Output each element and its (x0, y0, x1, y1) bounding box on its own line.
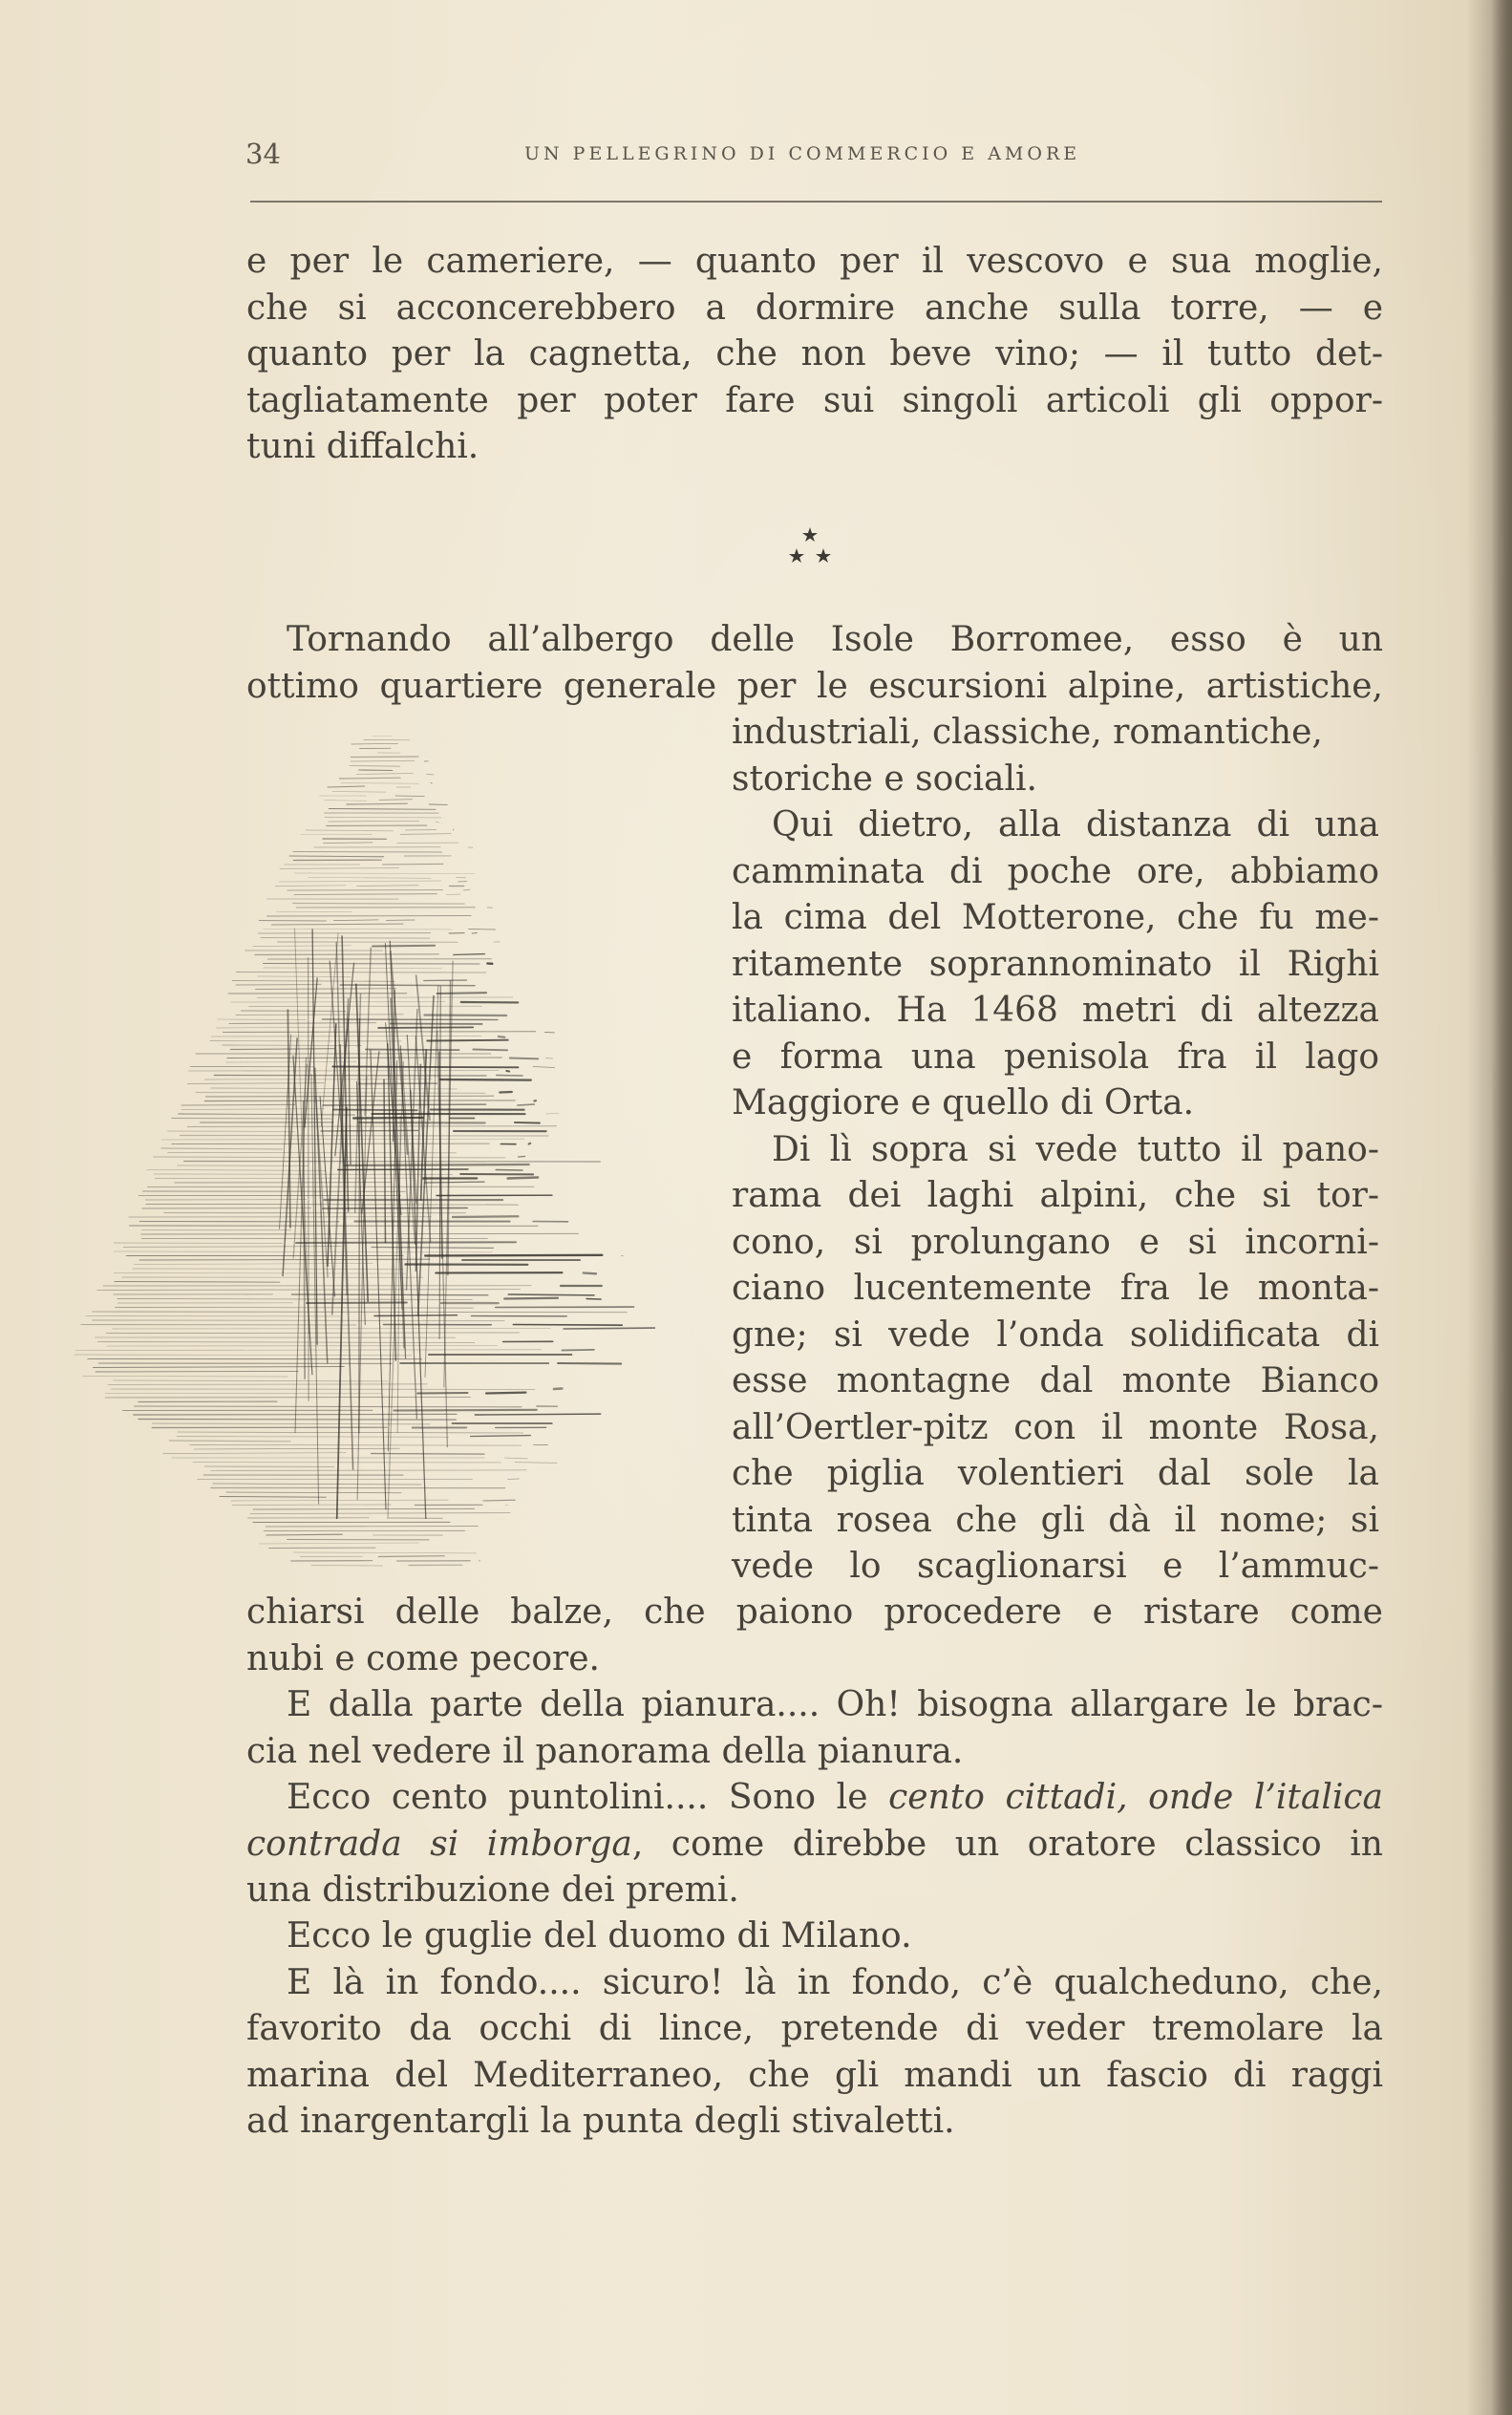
engraving-stroke (372, 1248, 493, 1249)
engraving-stroke (190, 1445, 522, 1446)
asterism-separator (781, 524, 839, 571)
engraving-stroke (427, 1040, 507, 1041)
engraving-stroke (134, 1414, 457, 1415)
text-line: nubi e come pecore. (246, 1638, 600, 1678)
text-line: rama dei laghi alpini, che si tor- (732, 1176, 1379, 1215)
text-line: favorito da occhi di lince, pretende di veder tremolare la (246, 2009, 1383, 2048)
engraving-stroke (226, 1492, 401, 1493)
engraving-stroke (306, 830, 394, 831)
engraving-stroke (258, 976, 351, 977)
text-line: Maggiore e quello di Orta. (732, 1083, 1195, 1122)
text-line: E dalla parte della pianura.... Oh! bisogna allargare le brac- (287, 1685, 1383, 1724)
engraving-stroke (533, 1067, 555, 1068)
engraving-stroke (340, 985, 475, 986)
engraving-stroke (406, 830, 437, 831)
engraving-stroke (163, 1453, 346, 1454)
engraving-stroke (383, 864, 443, 865)
engraving-stroke (188, 1083, 325, 1084)
engraving-stroke (437, 993, 486, 994)
engraving-stroke (94, 1367, 345, 1368)
text-line: Di lì sopra si vede tutto il pano- (772, 1129, 1379, 1169)
engraving-stroke (230, 1049, 334, 1050)
italic-quote: cento cittadi, onde l’italica (888, 1778, 1383, 1817)
text-line: vede lo scaglionarsi e l’ammuc- (732, 1547, 1379, 1586)
engraving-stroke (287, 890, 443, 891)
engraving-stroke (220, 1497, 326, 1498)
engraving-stroke (115, 1243, 283, 1244)
engraving-stroke (418, 995, 434, 1315)
narrow-text-column (732, 710, 1379, 1591)
engraving-stroke (458, 882, 467, 883)
text-line: Ecco le guglie del duomo di Milano. (287, 1916, 912, 1956)
engraving-stroke (311, 1566, 383, 1567)
header-rule (250, 201, 1382, 203)
engraving-stroke (417, 1393, 467, 1394)
engraving-figure (280, 929, 454, 1519)
engraving-stroke (293, 1552, 477, 1553)
text-line: Qui dietro, alla distanza di una (772, 805, 1379, 844)
engraving-stroke (289, 856, 383, 857)
text-line: quanto per la cagnetta, che non beve vino; — il tutto det- (246, 334, 1383, 374)
engraving-stroke (453, 1216, 518, 1217)
engraving-stroke (75, 1355, 412, 1356)
text-line: italiano. Ha 1468 metri di altezza (732, 991, 1379, 1030)
engraving-stroke (266, 1534, 343, 1535)
engraving-stroke (373, 946, 435, 947)
engraving-stroke (339, 778, 400, 779)
engraving-stroke (108, 1384, 427, 1385)
engraving-stroke (114, 1380, 389, 1381)
engraving-stroke (515, 1463, 557, 1464)
engraving-stroke (204, 1466, 333, 1467)
engraving-stroke (519, 1156, 525, 1157)
engraving-stroke (440, 1079, 531, 1080)
text-line: all’Oertler-pitz con il monte Rosa, (732, 1407, 1379, 1447)
engraving-stroke (134, 1264, 373, 1265)
paragraph-1 (246, 239, 1383, 471)
engraving-stroke (351, 743, 398, 744)
engraving-stroke (424, 1015, 506, 1016)
engraving-stroke (586, 1299, 601, 1300)
engraving-stroke (546, 1113, 559, 1114)
engraving-stroke (349, 1018, 351, 1165)
engraving-stroke (152, 1423, 430, 1424)
engraving-stroke (564, 1328, 654, 1329)
text-line: tagliatamente per poter fare sui singoli articoli gli oppor- (246, 380, 1383, 420)
engraving-stroke (415, 1064, 420, 1272)
engraving-stroke (328, 786, 365, 787)
engraving-stroke (116, 1308, 474, 1309)
engraving-stroke (161, 1148, 283, 1149)
engraving-stroke (179, 1114, 355, 1115)
engraving-stroke (181, 1109, 324, 1110)
engraving-stroke (294, 894, 437, 895)
engraving-stroke (356, 774, 413, 775)
text-line: la cima del Motterone, che fu me- (732, 898, 1379, 937)
text-line: esse montagne dal monte Bianco (732, 1361, 1379, 1400)
text-line: ritamente soprannominato il Righi (732, 944, 1379, 984)
text-line: e forma una penisola fra il lago (732, 1037, 1379, 1077)
engraving-stroke (309, 878, 431, 879)
engraving-stroke (259, 921, 326, 922)
engraving-stroke (139, 1259, 430, 1260)
text-line: Tornando all’albergo delle Isole Borromee, esso è un (287, 620, 1383, 659)
engraving-stroke (266, 1527, 478, 1528)
engraving-stroke (294, 873, 474, 874)
engraving-stroke (350, 766, 400, 767)
engraving-stroke (279, 881, 441, 882)
engraving-stroke (194, 1448, 399, 1449)
engraving-stroke (217, 1027, 344, 1028)
engraving-stroke (114, 1251, 492, 1252)
engraving-stroke (323, 843, 373, 844)
engraving-stroke (321, 1130, 418, 1131)
engraving-stroke (486, 1393, 525, 1394)
text-line: marina del Mediterraneo, che gli mandi un fascio di raggi (246, 2055, 1383, 2095)
engraving-stroke (554, 1389, 563, 1390)
text-span: , come direbbe un oratore classico in (631, 1824, 1383, 1864)
engraving-stroke (83, 1377, 287, 1378)
engraving-stroke (169, 1441, 290, 1442)
engraving-stroke (341, 783, 418, 784)
text-line (246, 1775, 1383, 1822)
engraving-hatching (75, 736, 654, 1566)
engraving-stroke (267, 916, 471, 917)
engraving-stroke (391, 998, 404, 1349)
engraving-stroke (280, 868, 399, 869)
engraving-stroke (329, 821, 419, 822)
engraving-stroke (256, 989, 396, 990)
text-line: e per le cameriere, — quanto per il vescovo e sua moglie, (246, 242, 1383, 281)
engraving-stroke (515, 1122, 540, 1123)
engraving-stroke (483, 1500, 516, 1501)
engraving-stroke (425, 1255, 602, 1256)
engraving-stroke (416, 974, 430, 1121)
engraving-stroke (257, 997, 513, 998)
engraving-stroke (177, 1437, 448, 1438)
engraving-stroke (463, 889, 470, 890)
engraving-stroke (107, 1346, 498, 1347)
engraving-stroke (253, 1508, 474, 1509)
engraving-stroke (113, 1328, 550, 1329)
engraving-stroke (231, 1500, 448, 1501)
engraving-stroke (513, 1325, 622, 1326)
engraving-stroke (337, 1107, 347, 1519)
page-header (245, 138, 1382, 176)
engraving-stroke (97, 1342, 475, 1343)
engraving-stroke (328, 1023, 336, 1266)
engraving-stroke (271, 924, 403, 925)
engraving-stroke (351, 757, 419, 758)
engraving-stroke (323, 1104, 486, 1105)
text-line: camminata di poche ore, abbiamo (732, 851, 1379, 891)
engraving-stroke (454, 954, 485, 955)
engraving-stroke (96, 1371, 298, 1372)
text-line: tinta rosea che gli dà il nome; si (732, 1500, 1379, 1540)
engraving-stroke (236, 972, 485, 973)
engraving-stroke (178, 1432, 523, 1433)
text-line: che si acconcerebbero a dormire anche sulla torre, — e (246, 288, 1383, 328)
engraving-stroke (386, 920, 415, 921)
engraving-stroke (138, 1420, 456, 1421)
engraving-stroke (395, 796, 424, 797)
text-span: Ecco cento puntolini.... Sono le (287, 1778, 889, 1817)
asterism-star-icon (789, 527, 831, 563)
text-line: chiarsi delle balze, che paiono procedere e ristare come (246, 1592, 1383, 1632)
paragraph-4 (246, 1913, 1383, 2146)
engraving-stroke (293, 904, 465, 905)
page-edge-shadow (1491, 0, 1512, 2415)
engraving-stroke (471, 1436, 531, 1437)
engraving-stroke (510, 1058, 539, 1059)
engraving-stroke (379, 800, 412, 801)
engraving-illustration (75, 736, 724, 1571)
engraving-stroke (213, 1484, 421, 1485)
engraving-stroke (181, 1104, 295, 1105)
engraving-stroke (329, 809, 436, 810)
text-line: E là in fondo.... sicuro! là in fondo, c’è qualcheduno, che, (287, 1962, 1383, 2002)
engraving-stroke (260, 1543, 419, 1544)
text-line: ad inargentargli la punta degli stivaletti. (246, 2102, 955, 2141)
engraving-stroke (232, 1505, 391, 1506)
text-line: ciano lucentemente fra le monta- (732, 1269, 1379, 1308)
engraving-stroke (356, 886, 418, 887)
engraving-stroke (264, 968, 441, 969)
text-line: una distribuzione dei premi. (246, 1870, 739, 1910)
engraving-stroke (436, 822, 438, 823)
engraving-stroke (508, 1178, 539, 1179)
engraving-stroke (211, 1470, 527, 1471)
engraving-stroke (351, 760, 415, 761)
engraving-stroke (359, 770, 393, 771)
engraving-stroke (106, 1333, 519, 1334)
text-line: ottimo quartiere generale per le escursioni alpine, artistiche, (246, 666, 1383, 706)
engraving-stroke (187, 1126, 556, 1127)
engraving-stroke (475, 1414, 600, 1415)
engraving-stroke (558, 1363, 621, 1364)
engraving-stroke (378, 1556, 444, 1557)
engraving-stroke (347, 803, 407, 804)
engraving-stroke (366, 1050, 459, 1051)
engraving-stroke (394, 1410, 536, 1411)
engraving-stroke (250, 1513, 510, 1514)
text-line: gne; si vede l’onda solidificata di (732, 1314, 1379, 1355)
engraving-stroke (518, 1104, 535, 1105)
engraving-stroke (255, 954, 438, 955)
engraving-stroke (146, 1205, 519, 1206)
text-line: cono, si prolungano e si incorni- (732, 1222, 1379, 1262)
engraving-stroke (546, 1058, 553, 1059)
engraving-stroke (496, 1170, 522, 1171)
engraving-stroke (497, 1076, 522, 1077)
engraving-stroke (390, 941, 405, 1359)
italic-quote: contrada si imborga (246, 1824, 632, 1864)
paragraph-3 (246, 1590, 1383, 1775)
paragraph-ecco-cento (246, 1775, 1383, 1914)
engraving-stroke (293, 852, 442, 853)
engraving-stroke (184, 1162, 601, 1163)
engraving-stroke (292, 1294, 488, 1295)
engraving-stroke (508, 1294, 594, 1295)
text-line (246, 1822, 1383, 1869)
running-title: UN PELLEGRINO DI COMMERCIO E AMORE (524, 143, 1081, 164)
engraving-stroke (562, 1350, 594, 1351)
engraving-stroke (135, 1406, 522, 1407)
engraving-stroke (504, 1458, 527, 1459)
engraving-stroke (214, 1076, 486, 1077)
engraving-stroke (275, 886, 346, 887)
engraving-stroke (334, 920, 378, 921)
engraving-stroke (507, 1479, 519, 1480)
text-line: storiche e sociali. (732, 759, 1037, 799)
engraving-stroke (332, 792, 386, 793)
engraving-stroke (584, 1273, 596, 1274)
engraving-stroke (229, 1023, 376, 1024)
engraving-stroke (504, 1298, 558, 1299)
engraving-stroke (115, 1282, 280, 1283)
engraving-stroke (181, 1136, 548, 1137)
engraving-stroke (172, 1119, 331, 1120)
engraving-stroke (506, 1071, 509, 1072)
text-line: tuni diffalchi. (246, 427, 479, 466)
text-line: industriali, classiche, romantiche, (732, 713, 1323, 752)
text-line: che piglia volentieri dal sole la (732, 1454, 1379, 1493)
engraving-stroke (500, 1092, 512, 1093)
engraving-stroke (529, 1143, 531, 1144)
page-number: 34 (245, 138, 281, 170)
engraving-stroke (372, 1454, 485, 1455)
engraving-stroke (425, 1182, 485, 1183)
engraving-stroke (154, 1157, 506, 1158)
engraving-stroke (473, 1050, 507, 1051)
paragraph-2-intro (246, 617, 1383, 710)
engraving-stroke (168, 1131, 295, 1132)
engraving-stroke (242, 1011, 346, 1012)
engraving-stroke (217, 1019, 306, 1020)
engraving-stroke (223, 1032, 535, 1033)
engraving-stroke (81, 1325, 356, 1326)
engraving-stroke (384, 1079, 386, 1243)
engraving-stroke (305, 978, 317, 1128)
text-line: cia nel vedere il panorama della pianura. (246, 1731, 964, 1771)
engraving-stroke (400, 834, 451, 835)
engraving-stroke (261, 938, 430, 939)
